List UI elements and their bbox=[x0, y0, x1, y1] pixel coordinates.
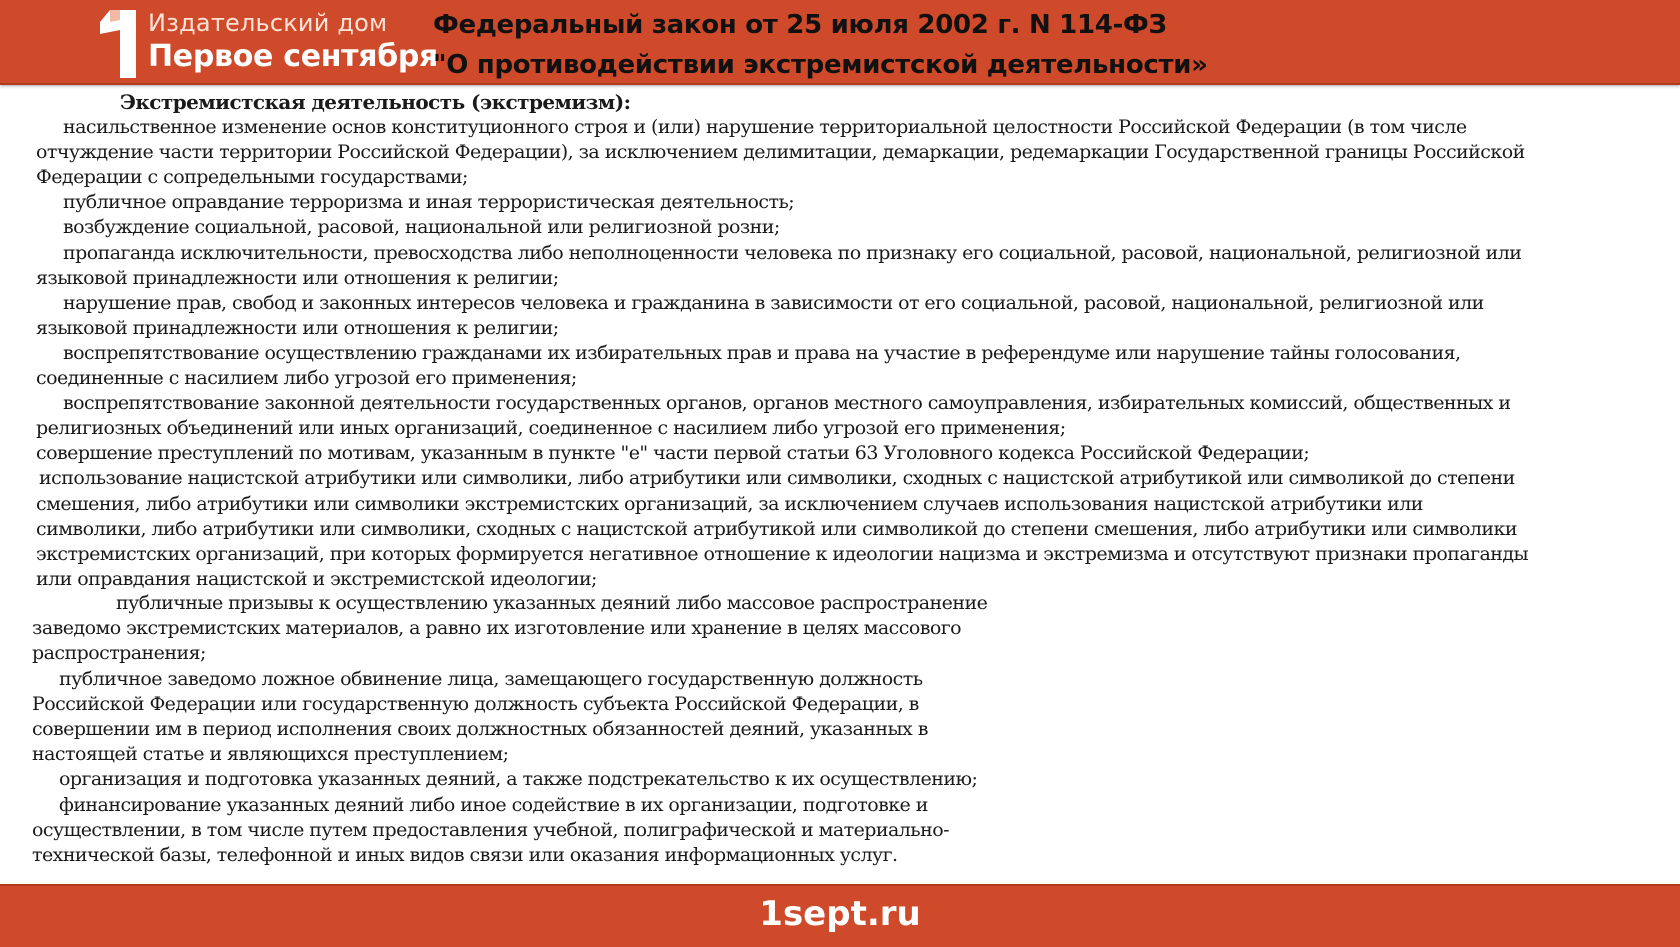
list-item: нарушение прав, свобод и законных интересов человека и гражданина в зависимости от его социальной, расовой, национальной, религиозной или языковой принадлежности или отношения к религии; bbox=[36, 291, 1484, 339]
section-heading: Экстремистская деятельность (экстремизм): bbox=[120, 90, 631, 114]
site-link[interactable]: 1sept.ru bbox=[759, 894, 921, 934]
logo-one-icon bbox=[100, 10, 136, 78]
law-title bbox=[433, 5, 1208, 85]
footer-bar bbox=[0, 884, 1680, 947]
law-text-block bbox=[36, 90, 1536, 592]
publisher-name-line2: Первое сентября bbox=[148, 39, 439, 74]
law-text-block-continued bbox=[32, 591, 992, 868]
list-item: публичное оправдание терроризма и иная террористическая деятельность; bbox=[63, 191, 795, 214]
list-item: публичное заведомо ложное обвинение лица, замещающего государственную должность Российской Федерации или государственную должность субъекта Российской Федерации, в совершении им в период исполнения своих должностных обязанностей деяний, указанных в настоящей статье и являющихся преступлением; bbox=[32, 667, 928, 766]
list-item: возбуждение социальной, расовой, национальной или религиозной розни; bbox=[63, 216, 780, 239]
list-item: использование нацистской атрибутики или символики, либо атрибутики или символики, сходных с нацистской атрибутикой или символикой до степени смешения, либо атрибутики или символики экстремистских организаций, за исключением случаев использования нацистской атрибутики или символики, либо атрибутики или символики, сходных с нацистской атрибутикой или символикой до степени смешения, либо атрибутики или символики экстремистских организаций, при которых формируется негативное отношение к идеологии нацизма и экстремизма и отсутствуют признаки пропаганды или оправдания нацистской и экстремистской идеологии; bbox=[36, 467, 1529, 590]
header-bar bbox=[0, 0, 1680, 85]
law-title-line2: "О противодействии экстремистской деятельности» bbox=[433, 50, 1208, 80]
list-item: воспрепятствование законной деятельности государственных органов, органов местного самоуправления, избирательных комиссий, общественных и религиозных объединений или иных организаций, соединенное с насилием либо угрозой его применения; bbox=[36, 392, 1511, 440]
list-item: воспрепятствование осуществлению гражданами их избирательных прав и права на участие в референдуме или нарушение тайны голосования, соединенные с насилием либо угрозой его применения; bbox=[36, 341, 1461, 390]
list-item: организация и подготовка указанных деяний, а также подстрекательство к их осуществлению; bbox=[59, 768, 978, 791]
list-item: финансирование указанных деяний либо иное содействие в их организации, подготовке и осуществлении, в том числе путем предоставления учебной, полиграфической и материально-технической базы, телефонной и иных видов связи или оказания информационных услуг. bbox=[32, 793, 949, 867]
list-item: пропаганда исключительности, превосходства либо неполноценности человека по признаку его социальной, расовой, национальной, религиозной или языковой принадлежности или отношения к религии; bbox=[36, 241, 1522, 289]
list-item: публичные призывы к осуществлению указанных деяний либо массовое распространение заведомо экстремистских материалов, а равно их изготовление или хранение в целях массового распространения; bbox=[32, 592, 988, 665]
list-item: совершение преступлений по мотивам, указанным в пункте "е" части первой статьи 63 Уголовного кодекса Российской Федерации; bbox=[36, 442, 1310, 465]
law-title-line1: Федеральный закон от 25 июля 2002 г. N 114-ФЗ bbox=[433, 10, 1167, 40]
list-item: насильственное изменение основ конституционного строя и (или) нарушение территориальной целостности Российской Федерации (в том числе отчуждение части территории Российской Федерации), за исключением делимитации, демаркации, редемаркации Государственной границы Российской Федерации с сопредельными государствами; bbox=[36, 116, 1525, 189]
publisher-name-line1: Издательский дом bbox=[148, 9, 388, 37]
